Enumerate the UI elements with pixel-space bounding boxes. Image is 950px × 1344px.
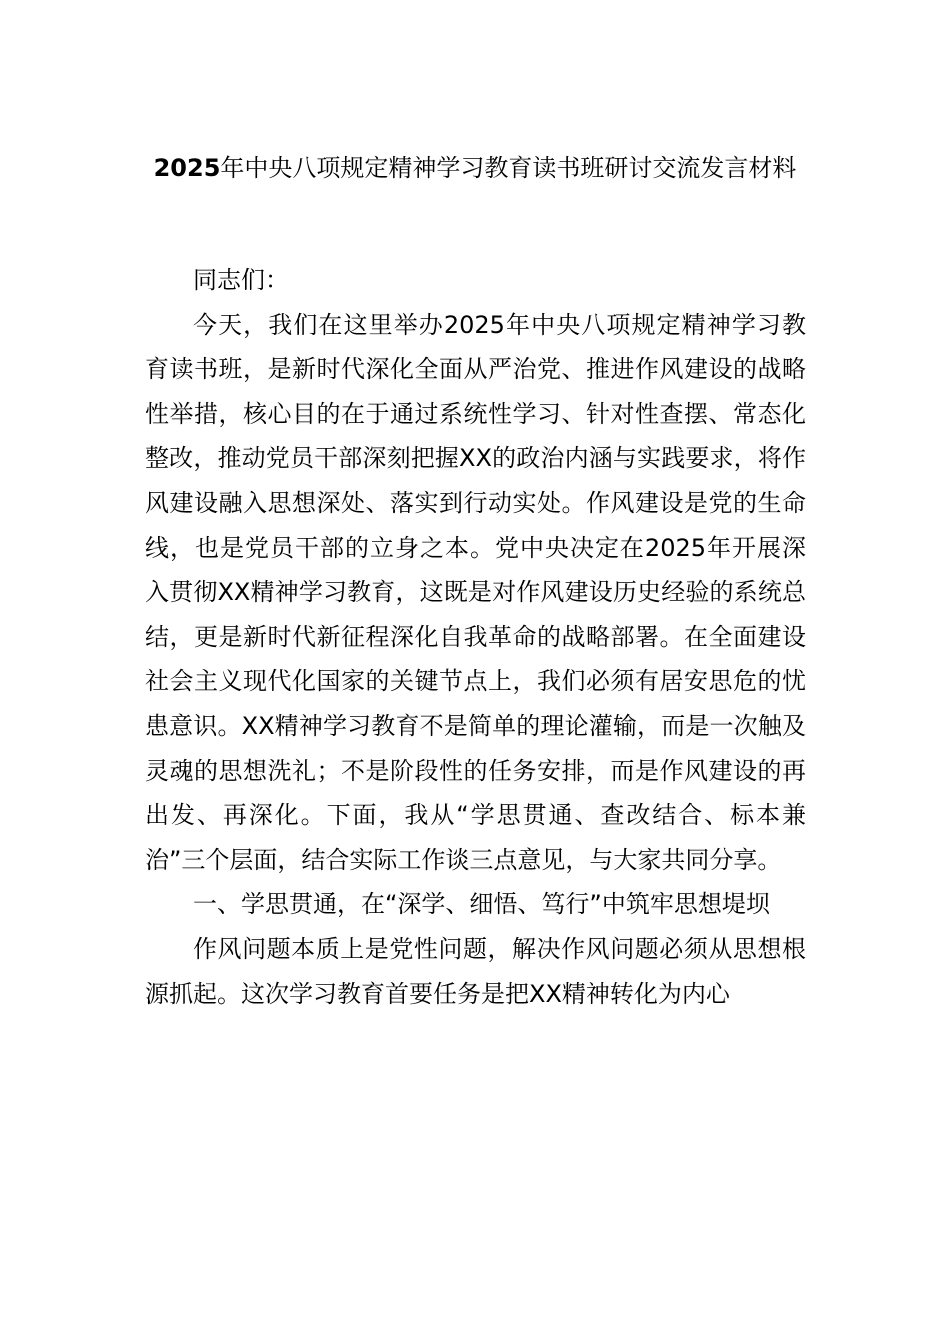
section-paragraph: 作风问题本质上是党性问题，解决作风问题必须从思想根源抓起。这次学习教育首要任务是把XX精神转化为内心 bbox=[145, 934, 806, 1008]
section-heading: 一、学思贯通，在“深学、细悟、笃行”中筑牢思想堤坝 bbox=[193, 890, 770, 919]
title-year: 2025 bbox=[153, 154, 221, 182]
title-text: 年中央八项规定精神学习教育读书班研讨交流发言材料 bbox=[220, 154, 797, 182]
intro-paragraph: 今天，我们在这里举办2025年中央八项规定精神学习教育读书班，是新时代深化全面从严治党、推进作风建设的战略性举措，核心目的在于通过系统性学习、针对性查摆、常态化整改，推动党员干部深刻把握XX的政治内涵与实践要求，将作风建设融入思想深处、落实到行动实处。作风建设是党的生命线，也是党员干部的立身之本。党中央决定在2025年开展深入贯彻XX精神学习教育，这既是对作风建设历史经验的系统总结，更是新时代新征程深化自我革命的战略部署。在全面建设社会主义现代化国家的关键节点上，我们必须有居安思危的忧患意识。XX精神学习教育不是简单的理论灌输，而是一次触及灵魂的思想洗礼；不是阶段性的任务安排，而是作风建设的再出发、再深化。下面，我从“学思贯通、查改结合、标本兼治”三个层面，结合实际工作谈三点意见，与大家共同分享。 bbox=[145, 310, 806, 874]
document-title bbox=[145, 146, 805, 190]
document-body bbox=[145, 258, 806, 1016]
salutation: 同志们： bbox=[193, 266, 289, 294]
